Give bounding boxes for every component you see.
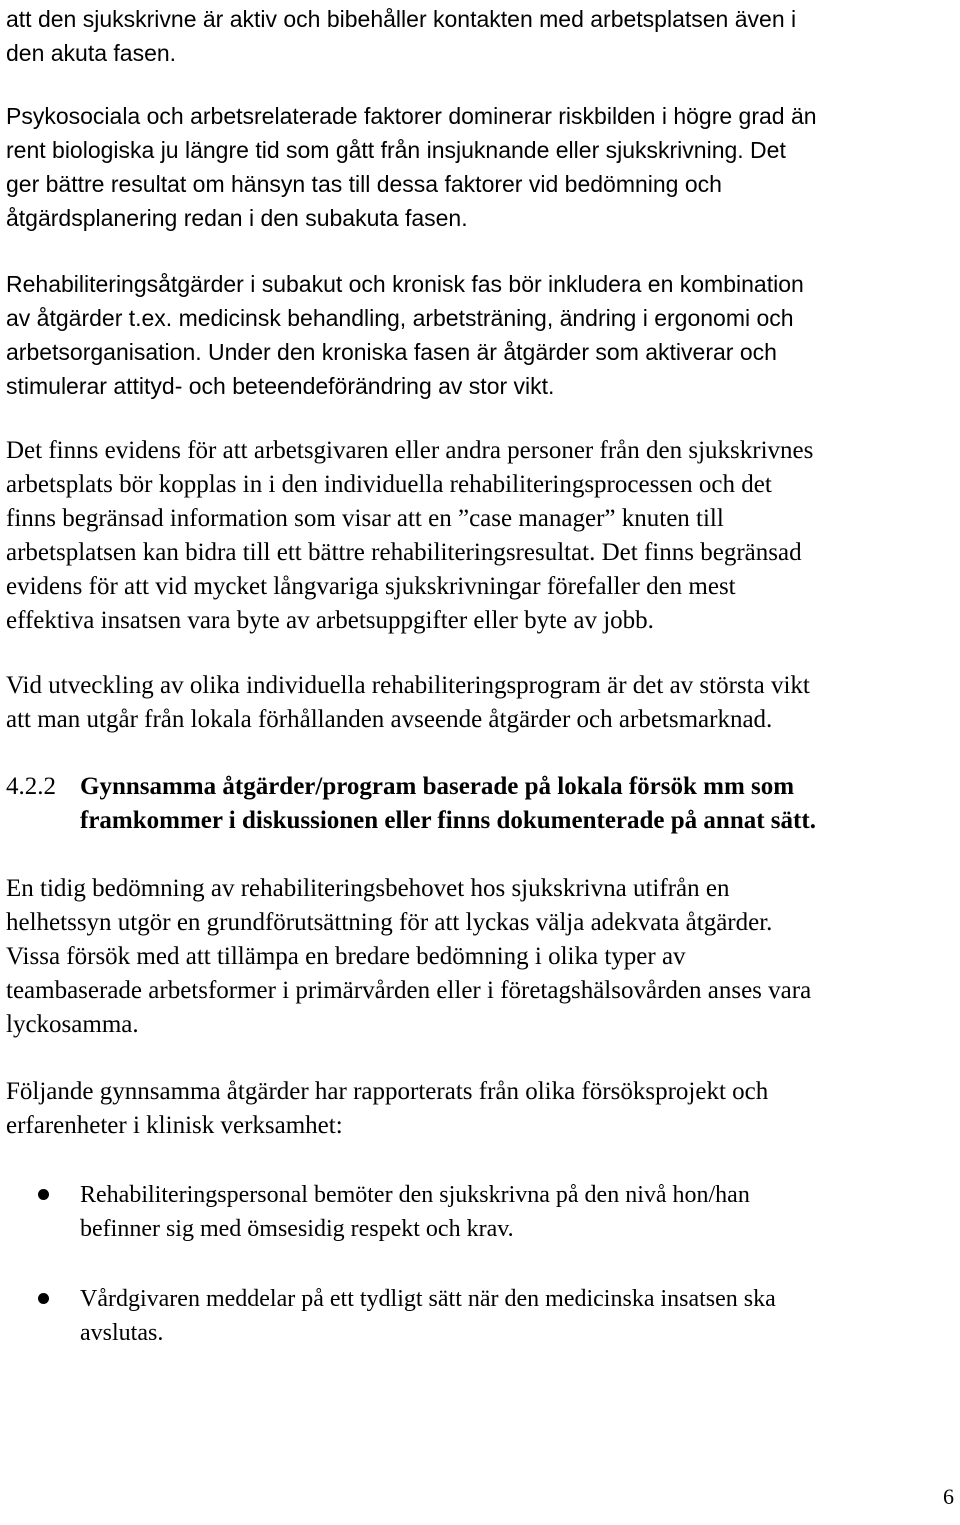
text-line: lyckosamma. xyxy=(6,1011,139,1038)
text-line: åtgärdsplanering redan i den subakuta fasen. xyxy=(6,205,468,231)
text-line: En tidig bedömning av rehabiliteringsbehovet hos sjukskrivna utifrån en xyxy=(6,875,730,902)
text-line: stimulerar attityd- och beteendeförändring av stor vikt. xyxy=(6,373,555,399)
text-line: Vissa försök med att tillämpa en bredare bedömning i olika typer av xyxy=(6,943,686,970)
text-line: av åtgärder t.ex. medicinsk behandling, arbetsträning, ändring i ergonomi och xyxy=(6,305,794,331)
paragraph-1 xyxy=(6,2,956,70)
list-item xyxy=(0,1282,960,1350)
section-title: Gynnsamma åtgärder/program baserade på lokala försök mm som xyxy=(80,773,795,800)
paragraph-6 xyxy=(6,872,956,1042)
text-line: befinner sig med ömsesidig respekt och krav. xyxy=(80,1216,514,1242)
text-line: arbetsorganisation. Under den kroniska fasen är åtgärder som aktiverar och xyxy=(6,339,777,365)
bullet-icon xyxy=(38,1293,49,1304)
paragraph-4 xyxy=(6,434,956,638)
text-line: ger bättre resultat om hänsyn tas till dessa faktorer vid bedömning och xyxy=(6,171,722,197)
paragraph-5 xyxy=(6,669,956,737)
text-line: Vårdgivaren meddelar på ett tydligt sätt när den medicinska insatsen ska xyxy=(80,1286,776,1312)
text-line: rent biologiska ju längre tid som gått från insjuknande eller sjukskrivning. Det xyxy=(6,137,786,163)
paragraph-3 xyxy=(6,267,956,403)
section-heading-line xyxy=(6,770,956,804)
text-line: att den sjukskrivne är aktiv och bibehåller kontakten med arbetsplatsen även i xyxy=(6,6,797,32)
text-line: Vid utveckling av olika individuella rehabiliteringsprogram är det av största vikt xyxy=(6,672,810,699)
text-line: arbetsplatsen kan bidra till ett bättre rehabiliteringsresultat. Det finns begränsad xyxy=(6,539,802,566)
list-item xyxy=(0,1178,960,1246)
text-line: finns begränsad information som visar att en ”case manager” knuten till xyxy=(6,505,724,532)
text-line: teambaserade arbetsformer i primärvården eller i företagshälsovården anses vara xyxy=(6,977,812,1004)
text-line: avslutas. xyxy=(80,1320,164,1346)
bullet-list xyxy=(0,1178,960,1350)
text-line: erfarenheter i klinisk verksamhet: xyxy=(6,1112,343,1139)
text-line: att man utgår från lokala förhållanden avseende åtgärder och arbetsmarknad. xyxy=(6,706,773,733)
bullet-icon xyxy=(38,1189,49,1200)
text-line: Psykosociala och arbetsrelaterade faktorer dominerar riskbilden i högre grad än xyxy=(6,103,817,129)
text-line: Det finns evidens för att arbetsgivaren eller andra personer från den sjukskrivnes xyxy=(6,437,814,464)
section-number: 4.2.2 xyxy=(6,773,56,800)
text-line: Rehabiliteringspersonal bemöter den sjukskrivna på den nivå hon/han xyxy=(80,1182,750,1208)
paragraph-2 xyxy=(6,99,956,235)
text-line: effektiva insatsen vara byte av arbetsuppgifter eller byte av jobb. xyxy=(6,607,654,634)
section-title-continuation: framkommer i diskussionen eller finns dokumenterade på annat sätt. xyxy=(80,807,816,834)
text-line: evidens för att vid mycket långvariga sjukskrivningar förefaller den mest xyxy=(6,573,736,600)
page-number: 6 xyxy=(943,1484,954,1509)
section-heading xyxy=(6,770,956,838)
text-line: helhetssyn utgör en grundförutsättning för att lyckas välja adekvata åtgärder. xyxy=(6,909,773,936)
text-line: Rehabiliteringsåtgärder i subakut och kronisk fas bör inkludera en kombination xyxy=(6,271,804,297)
text-line: den akuta fasen. xyxy=(6,40,177,66)
paragraph-7 xyxy=(6,1075,956,1143)
text-line: arbetsplats bör kopplas in i den individuella rehabiliteringsprocessen och det xyxy=(6,471,772,498)
text-line: Följande gynnsamma åtgärder har rapporterats från olika försöksprojekt och xyxy=(6,1078,769,1105)
